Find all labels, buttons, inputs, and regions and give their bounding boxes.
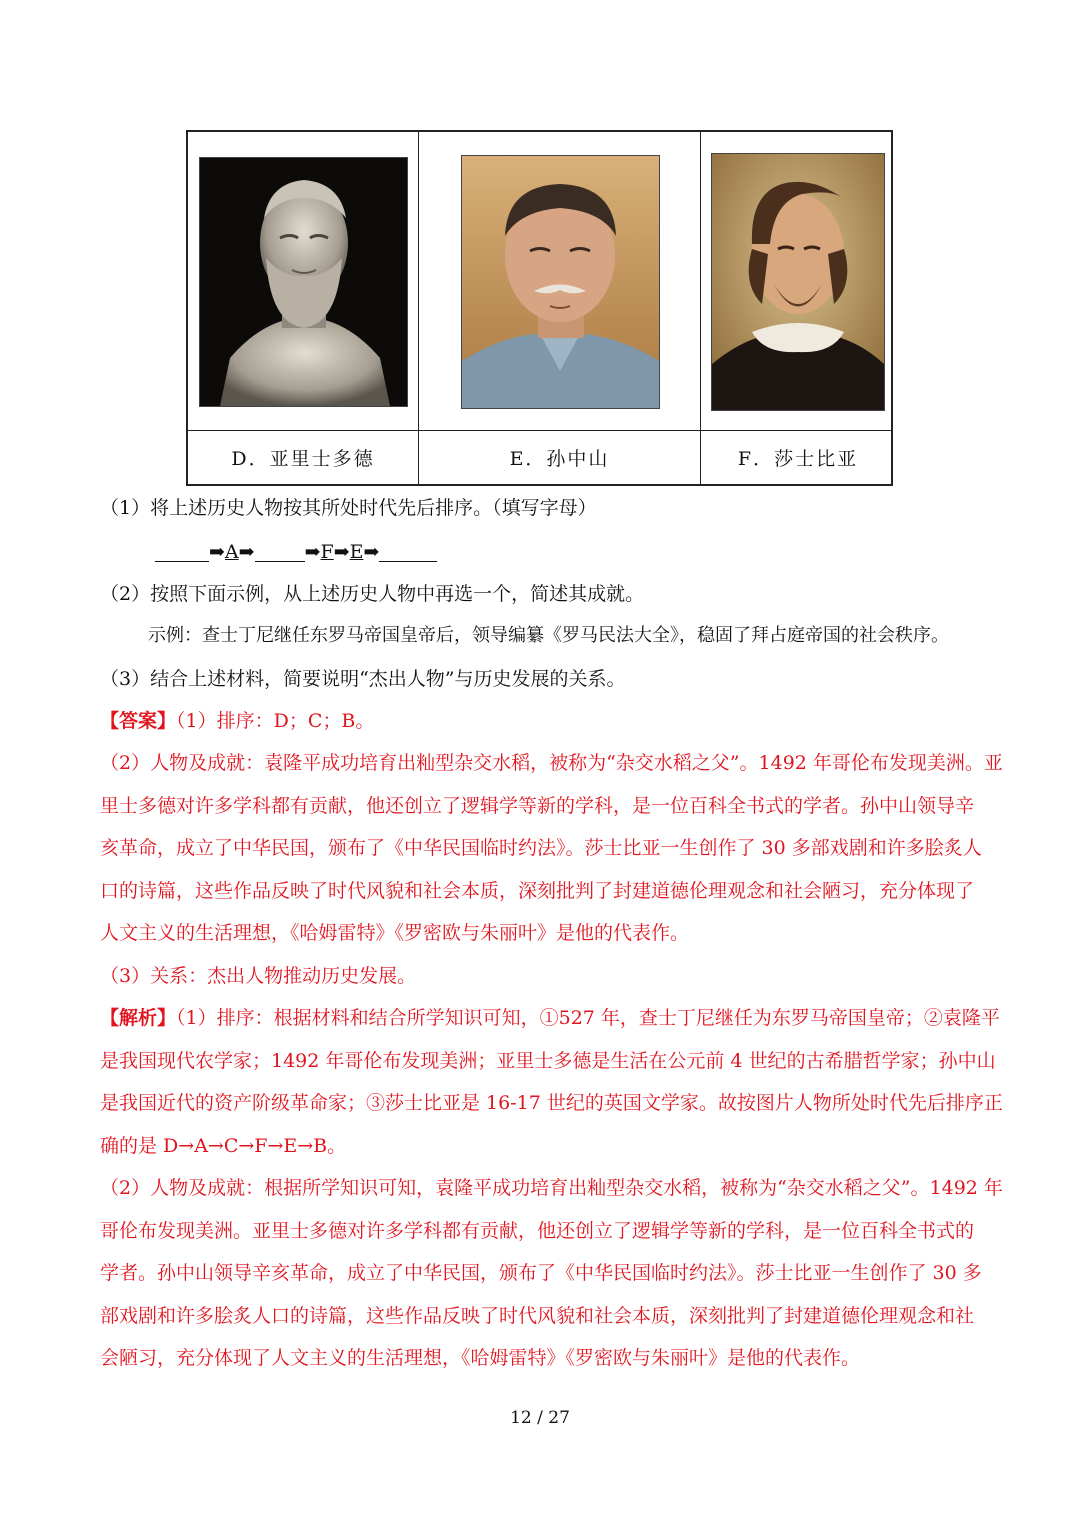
caption-f: F．莎士比亚 (737, 448, 859, 470)
order-letter: F (320, 541, 334, 563)
shakespeare-portrait-image (711, 153, 885, 411)
page-number: 12 / 27 (510, 1408, 570, 1428)
answer-paragraph-line: （2）人物及成就：袁隆平成功培育出籼型杂交水稻，被称为“杂交水稻之父”。1492 年哥伦布发现美洲。亚 (100, 752, 1003, 774)
answer-blank[interactable] (255, 537, 305, 562)
question-2: （2）按照下面示例，从上述历史人物中再选一个，简述其成就。 (100, 583, 645, 605)
analysis-paragraph-line: 是我国近代的资产阶级革命家；③莎士比亚是 16-17 世纪的英国文学家。故按图片人物所处时代先后排序正 (100, 1092, 1003, 1114)
aristotle-bust-image (199, 157, 408, 407)
answer-tag: 【答案】 (100, 710, 177, 732)
order-letter: A (224, 541, 239, 563)
caption-e: E．孙中山 (509, 448, 610, 470)
answer-line-1 (100, 700, 984, 742)
table-cell-shakespeare (701, 132, 895, 484)
answer-part-3: （3）关系：杰出人物推动历史发展。 (100, 965, 417, 987)
order-letter: E (349, 541, 364, 563)
arrow-icon: ➡ (238, 541, 255, 563)
table-cell-aristotle (188, 132, 419, 484)
analysis-paragraph-line: （2）人物及成就：根据所学知识可知，袁隆平成功培育出籼型杂交水稻，被称为“杂交水稻之父”。1492 年 (100, 1177, 1003, 1199)
analysis-tag: 【解析】 (100, 1007, 177, 1029)
question-1-answer-blanks (155, 531, 984, 573)
answer-paragraph-line: 里士多德对许多学科都有贡献，他还创立了逻辑学等新的学科，是一位百科全书式的学者。孙中山领导辛 (100, 795, 975, 817)
arrow-icon: ➡ (209, 541, 225, 563)
caption-d: D．亚里士多德 (231, 448, 375, 470)
arrow-icon: ➡ (304, 541, 321, 563)
answer-paragraph-line: 口的诗篇，这些作品反映了时代风貌和社会本质，深刻批判了封建道德伦理观念和社会陋习，充分体现了 (100, 880, 975, 902)
answer-part-1: （1）排序：D；C；B。 (176, 710, 375, 732)
analysis-line-1 (100, 997, 1000, 1039)
analysis-paragraph-line: 会陋习，充分体现了人文主义的生活理想，《哈姆雷特》《罗密欧与朱丽叶》是他的代表作。 (100, 1347, 861, 1369)
answer-blank[interactable] (379, 537, 437, 562)
portrait-table (186, 130, 893, 486)
sun-yatsen-portrait-image (461, 155, 660, 409)
analysis-paragraph-line: 是我国现代农学家；1492 年哥伦布发现美洲；亚里士多德是生活在公元前 4 世纪的古希腊哲学家；孙中山 (100, 1050, 996, 1072)
analysis-text: （1）排序：根据材料和结合所学知识可知，①527 年，查士丁尼继任为东罗马帝国皇帝；②袁隆平 (176, 1007, 1000, 1029)
table-row-divider (188, 430, 891, 431)
question-1: （1）将上述历史人物按其所处时代先后排序。（填写字母） (100, 497, 597, 519)
analysis-paragraph-line: 确的是 D→A→C→F→E→B。 (100, 1135, 347, 1157)
answer-blank[interactable] (155, 537, 209, 562)
analysis-paragraph-line: 哥伦布发现美洲。亚里士多德对许多学科都有贡献，他还创立了逻辑学等新的学科，是一位百科全书式的 (100, 1220, 975, 1242)
analysis-paragraph-line: 学者。孙中山领导辛亥革命，成立了中华民国，颁布了《中华民国临时约法》。莎士比亚一生创作了 30 多 (100, 1262, 982, 1284)
answer-paragraph-line: 人文主义的生活理想，《哈姆雷特》《罗密欧与朱丽叶》是他的代表作。 (100, 922, 690, 944)
analysis-paragraph-line: 部戏剧和许多脍炙人口的诗篇，这些作品反映了时代风貌和社会本质，深刻批判了封建道德伦理观念和社 (100, 1305, 975, 1327)
table-cell-sun-yatsen (419, 132, 701, 484)
arrow-icon: ➡ (333, 541, 350, 563)
question-3: （3）结合上述材料，简要说明“杰出人物”与历史发展的关系。 (100, 668, 626, 690)
answer-paragraph-line: 亥革命，成立了中华民国，颁布了《中华民国临时约法》。莎士比亚一生创作了 30 多部戏剧和许多脍炙人 (100, 837, 982, 859)
arrow-icon: ➡ (363, 541, 380, 563)
question-2-example: 示例：查士丁尼继任东罗马帝国皇帝后，领导编纂《罗马民法大全》，稳固了拜占庭帝国的社会秩序。 (148, 625, 949, 646)
